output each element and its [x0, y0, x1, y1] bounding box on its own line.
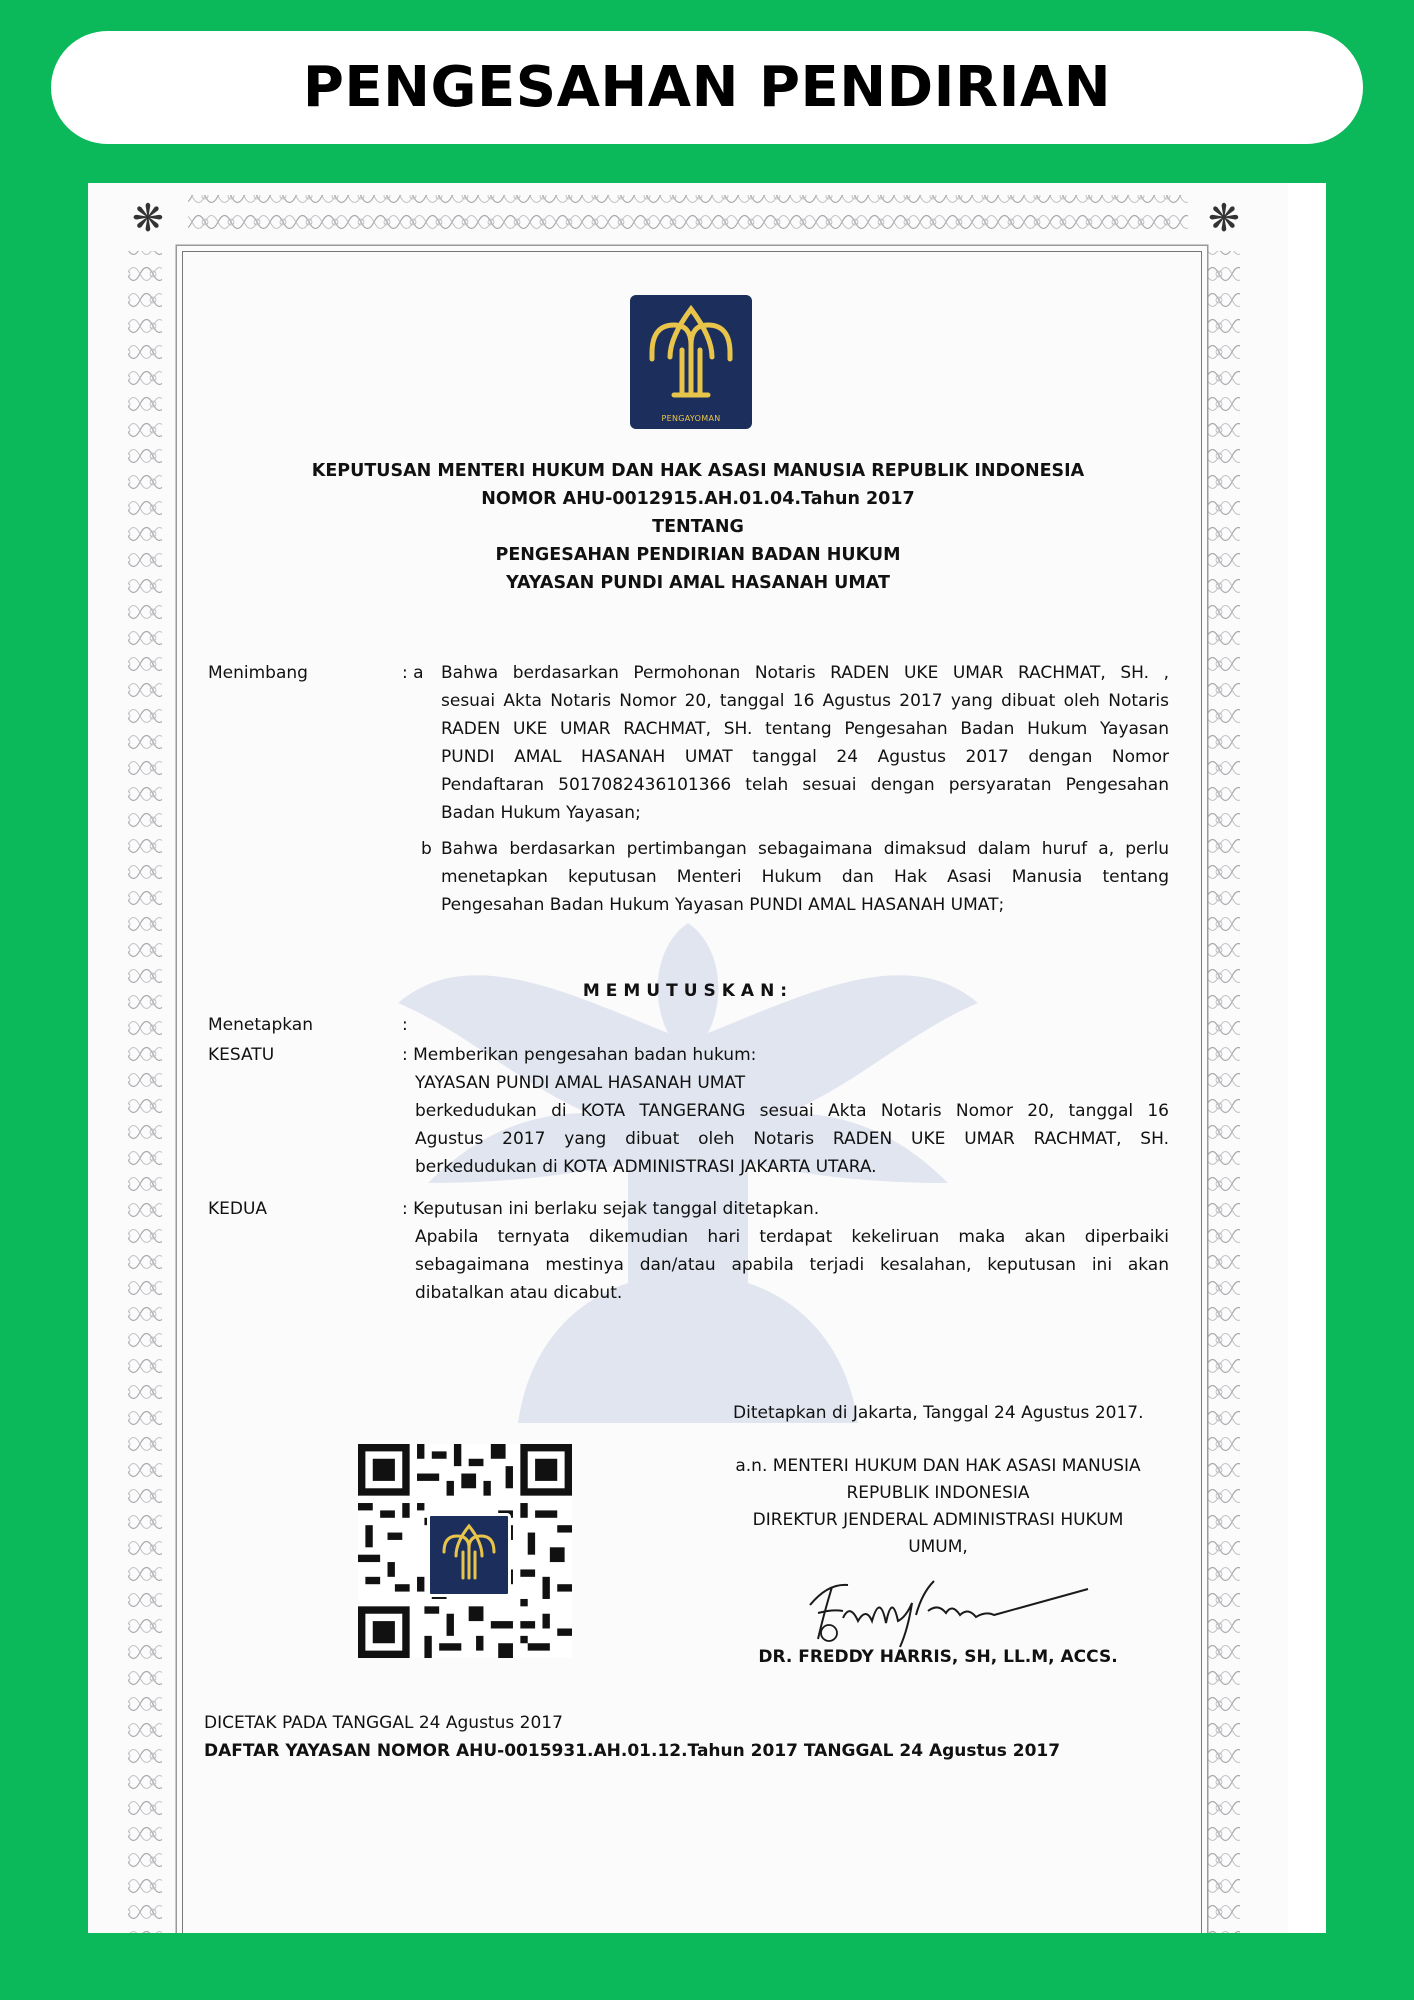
signatory-title: a.n. MENTERI HUKUM DAN HAK ASASI MANUSIA REPUBLIK INDONESIA DIREKTUR JENDERAL ADMINISTRASI HUKUM UMUM,	[735, 1456, 1141, 1557]
kesatu-text: : Memberikan pengesahan badan hukum: YAYASAN PUNDI AMAL HASANAH UMAT berkedudukan di KOTA TANGERANG sesuai Akta Notaris Nomor 20, tanggal 16 Agustus 2017 yang dibuat oleh Notaris RADEN UKE UMAR RACHMAT, SH. berkedudukan di KOTA ADMINISTRASI JAKARTA UTARA.	[402, 1045, 1169, 1177]
emblem-caption: PENGAYOMAN	[661, 414, 721, 423]
decree-heading-3: TENTANG	[652, 517, 744, 537]
certificate-document	[88, 183, 1326, 1933]
page-title: PENGESAHAN PENDIRIAN	[302, 55, 1112, 120]
decree-heading-5: YAYASAN PUNDI AMAL HASANAH UMAT	[506, 573, 890, 593]
registry-number: DAFTAR YAYASAN NOMOR AHU-0015931.AH.01.12.Tahun 2017 TANGGAL 24 Agustus 2017	[204, 1741, 1061, 1761]
title-banner	[51, 31, 1363, 144]
decree-heading-1: KEPUTUSAN MENTERI HUKUM DAN HAK ASASI MANUSIA REPUBLIK INDONESIA	[311, 461, 1085, 481]
handwritten-signature	[788, 1563, 1108, 1653]
decree-heading-4: PENGESAHAN PENDIRIAN BADAN HUKUM	[495, 545, 901, 565]
qr-emblem-icon	[427, 1513, 511, 1597]
menimbang-label: Menimbang	[208, 663, 308, 683]
memutuskan-heading: MEMUTUSKAN:	[582, 981, 794, 1001]
banyan-tree-icon	[630, 295, 752, 405]
menimbang-a-marker: : a	[402, 663, 424, 683]
menimbang-a-text: Bahwa berdasarkan Permohonan Notaris RADEN UKE UMAR RACHMAT, SH. , sesuai Akta Notaris Nomor 20, tanggal 16 Agustus 2017 yang dibuat oleh Notaris RADEN UKE UMAR RACHMAT, SH. tentang Pengesahan Badan Hukum Yayasan PUNDI AMAL HASANAH UMAT tanggal 24 Agustus 2017 dengan Nomor Pendaftaran 5017082436101366 telah sesuai dengan persyaratan Pengesahan Badan Hukum Yayasan;	[441, 663, 1169, 823]
menetapkan-colon: :	[402, 1015, 408, 1035]
menetapkan-label: Menetapkan	[208, 1015, 313, 1035]
menimbang-b-marker: b	[421, 839, 432, 859]
scan-edge	[1288, 183, 1326, 1933]
corner-ornament-right: ❋	[1208, 196, 1240, 240]
printed-date: DICETAK PADA TANGGAL 24 Agustus 2017	[204, 1713, 563, 1733]
pengayoman-emblem	[630, 295, 752, 429]
kedua-text: : Keputusan ini berlaku sejak tanggal ditetapkan. Apabila ternyata dikemudian hari terdapat kekeliruan maka akan diperbaiki sebagaimana mestinya dan/atau apabila terjadi kesalahan, keputusan ini akan dibatalkan atau dicabut.	[402, 1199, 1169, 1303]
kedua-label: KEDUA	[208, 1199, 268, 1219]
signer-name: DR. FREDDY HARRIS, SH, LL.M, ACCS.	[758, 1647, 1118, 1667]
kesatu-label: KESATU	[208, 1045, 275, 1065]
menimbang-b-text: Bahwa berdasarkan pertimbangan sebagaimana dimaksud dalam huruf a, perlu menetapkan keputusan Menteri Hukum dan Hak Asasi Manusia tentang Pengesahan Badan Hukum Yayasan PUNDI AMAL HASANAH UMAT;	[441, 839, 1169, 915]
decree-heading-2: NOMOR AHU-0012915.AH.01.04.Tahun 2017	[481, 489, 915, 509]
corner-ornament-left: ❋	[132, 196, 164, 240]
ditetapkan-line: Ditetapkan di Jakarta, Tanggal 24 Agustus 2017.	[733, 1403, 1144, 1423]
